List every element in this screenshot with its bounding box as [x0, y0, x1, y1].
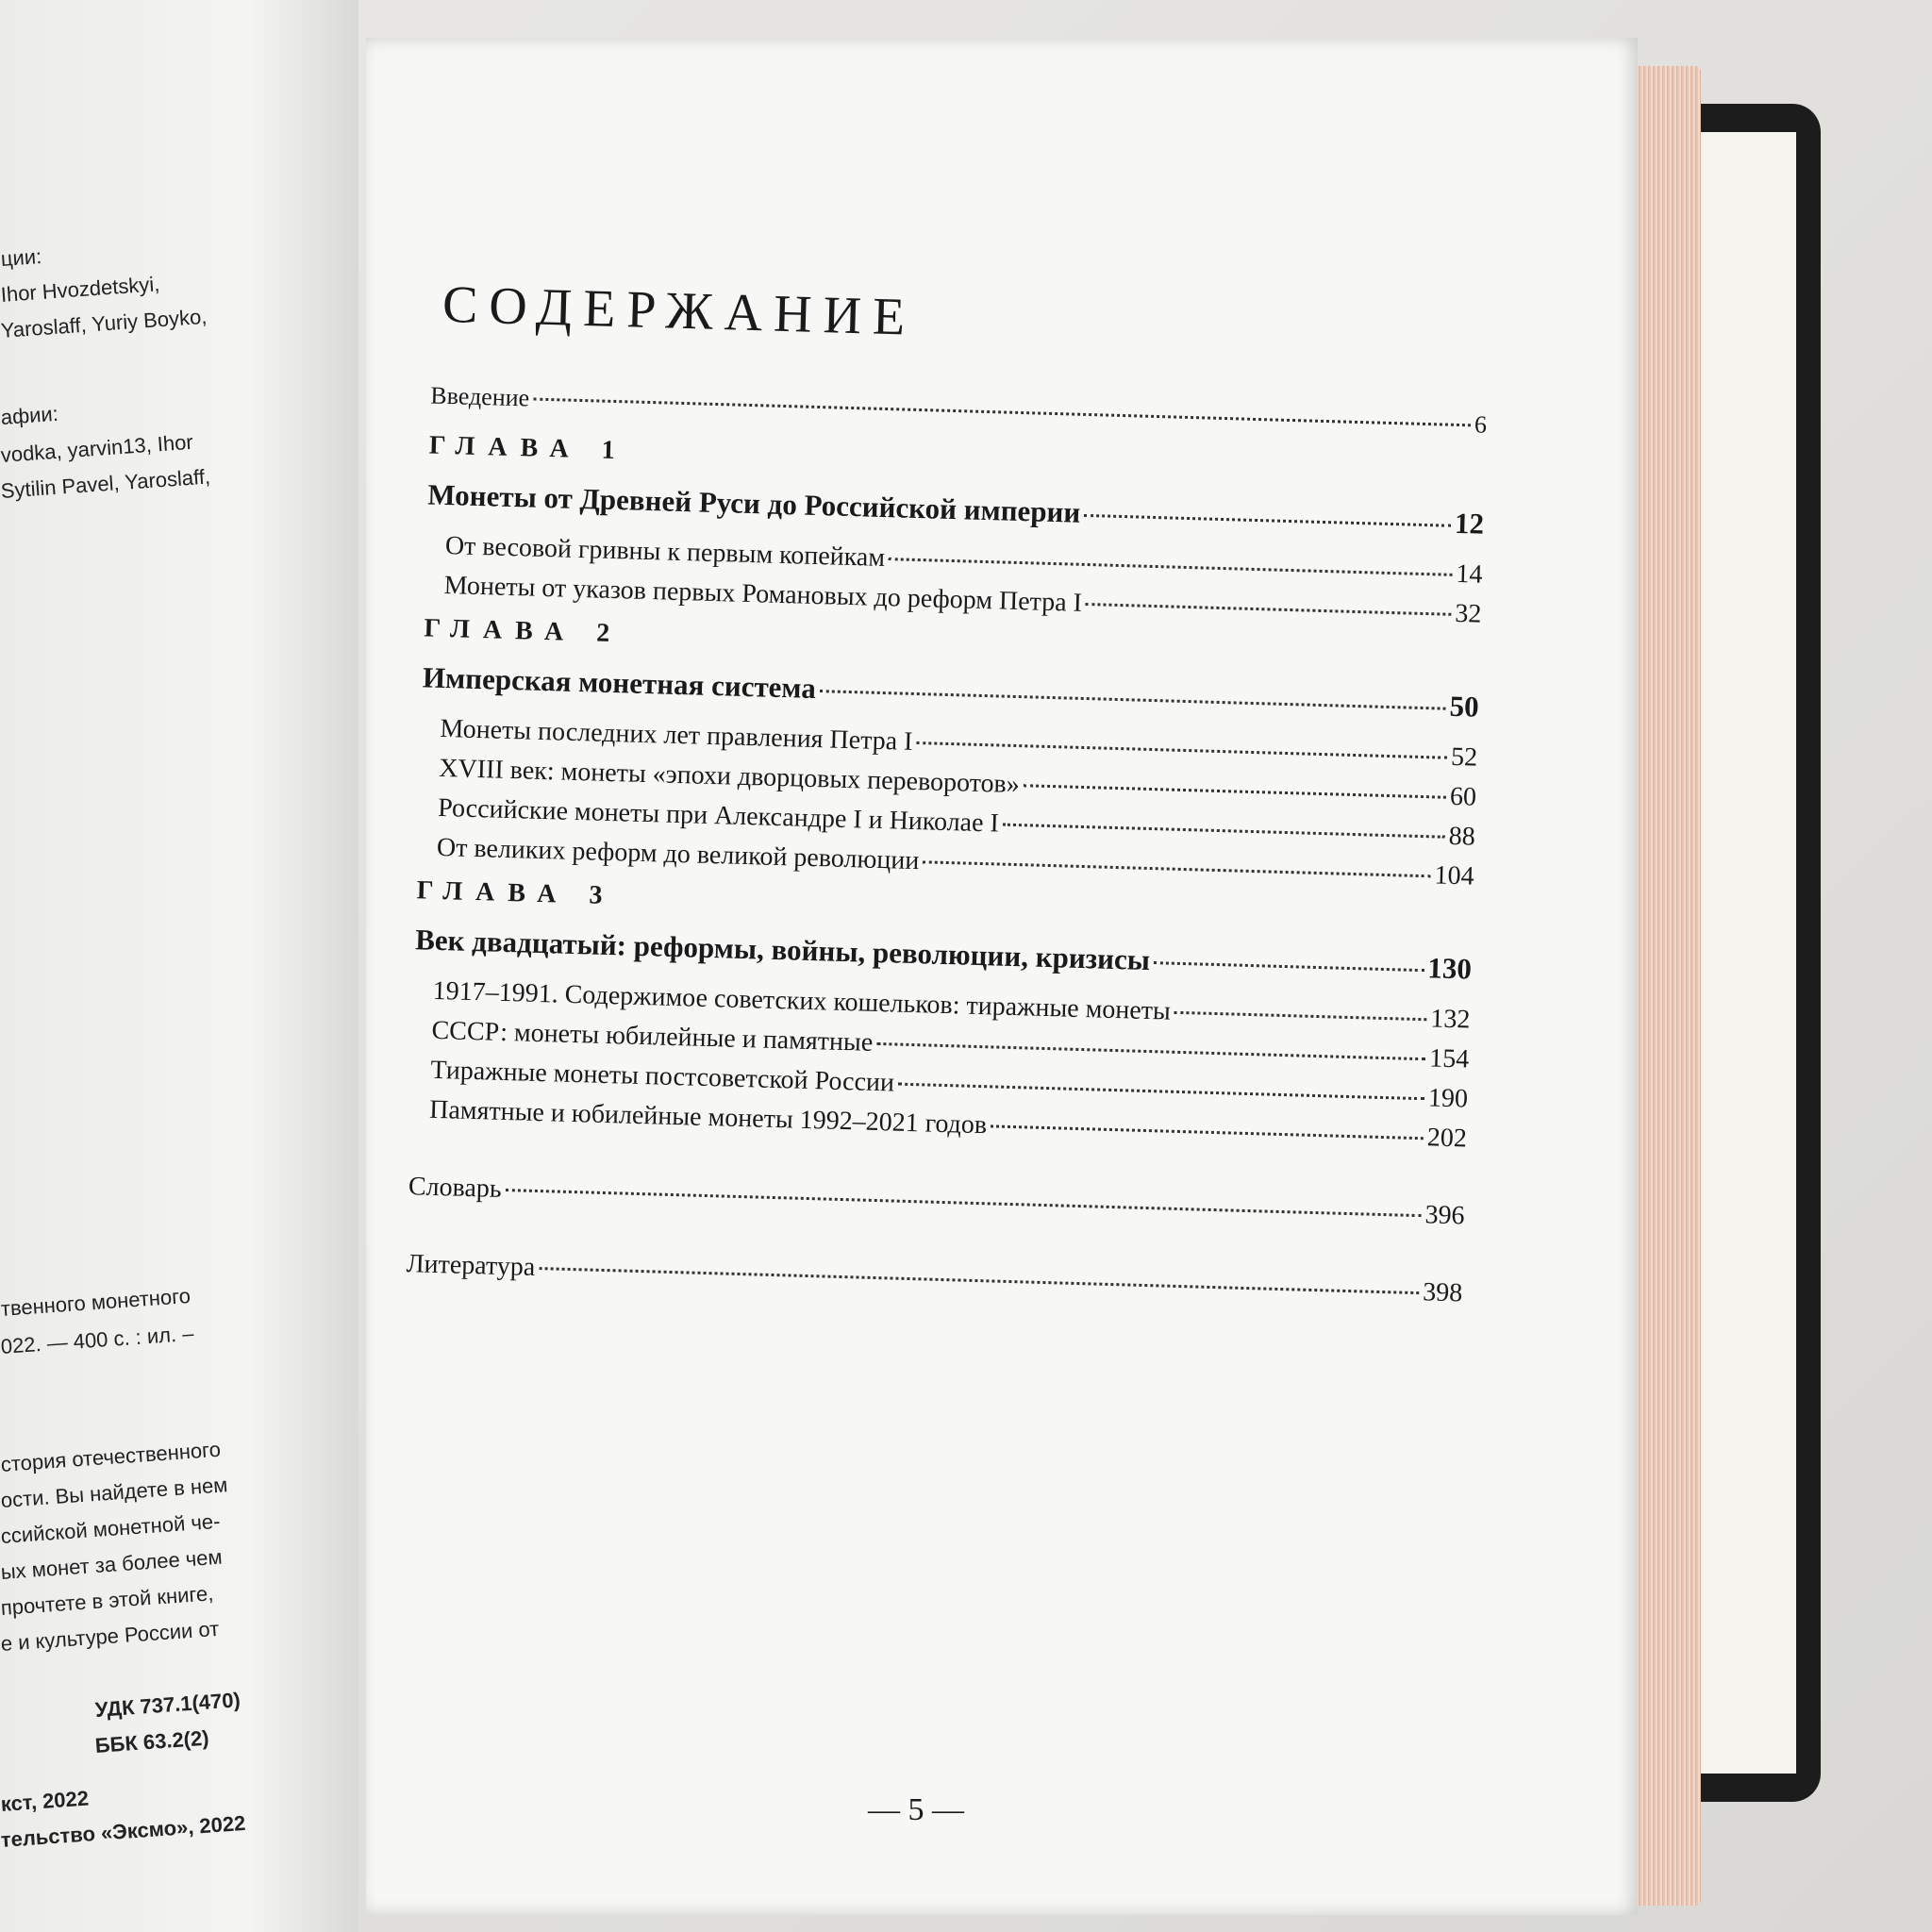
- toc-entry-page: 50: [1449, 689, 1480, 724]
- page-number: — 5 —: [868, 1792, 964, 1827]
- toc-entry-title: Монеты от указов первых Романовых до реформ Петра I: [443, 570, 1083, 618]
- toc-chapter-title: [427, 477, 1485, 541]
- toc-entry-introduction: [430, 382, 1487, 440]
- toc-entry-title: Монеты от Древней Руси до Российской империи: [426, 477, 1081, 529]
- dot-leader: [1003, 824, 1445, 839]
- chapter-label: ГЛАВА 3: [416, 875, 616, 911]
- toc-entry-title: Монеты последних лет правления Петра I: [440, 713, 913, 757]
- toc-title: СОДЕРЖАНИЕ: [441, 275, 918, 347]
- chapter-label: ГЛАВА 2: [424, 613, 624, 649]
- toc-entry-page: 190: [1427, 1083, 1469, 1114]
- toc-entry-title: Словарь: [408, 1172, 503, 1204]
- toc-entry-page: 398: [1422, 1277, 1463, 1308]
- toc-entry-page: 6: [1474, 410, 1488, 439]
- dot-leader: [991, 1124, 1424, 1140]
- page-edges: [1630, 66, 1701, 1906]
- left-line: стория отечественного: [0, 1437, 222, 1476]
- dot-leader: [533, 398, 1471, 427]
- left-line: Ihor Hvozdetskyi,: [0, 272, 161, 307]
- toc-entry-page: 52: [1450, 741, 1478, 773]
- left-line: е и культуре России от: [0, 1616, 221, 1656]
- left-line: ых монет за более чем: [0, 1544, 224, 1584]
- dot-leader: [1084, 514, 1451, 527]
- toc-entry-page: 14: [1456, 558, 1483, 590]
- dot-leader: [916, 741, 1447, 759]
- toc-entry-page: 396: [1424, 1200, 1465, 1231]
- left-line: vodka, yarvin13, Ihor: [0, 429, 194, 467]
- left-line: Yaroslaff, Yuriy Boyko,: [0, 304, 208, 342]
- chapter-label: ГЛАВА 1: [428, 430, 629, 466]
- toc-entry-page: 12: [1454, 506, 1485, 541]
- toc-chapter-title: [415, 923, 1473, 986]
- left-line: ости. Вы найдете в нем: [0, 1473, 229, 1512]
- toc-chapter-title: [423, 660, 1480, 724]
- toc-entry-title: Литература: [406, 1249, 536, 1282]
- dot-leader: [889, 558, 1453, 576]
- toc-entry-page: 154: [1428, 1043, 1470, 1074]
- toc-entry-title: СССР: монеты юбилейные и памятные: [431, 1015, 874, 1058]
- dot-leader: [923, 860, 1430, 877]
- left-line: ции:: [0, 243, 42, 271]
- left-line: 022. — 400 с. : ил. –: [0, 1321, 195, 1358]
- toc-entry-page: 202: [1426, 1123, 1468, 1154]
- toc-entry-page: 132: [1429, 1004, 1471, 1035]
- dot-leader: [898, 1083, 1424, 1101]
- dot-leader: [876, 1042, 1425, 1060]
- toc-entry-title: От великих реформ до великой революции: [436, 832, 920, 876]
- cover-endpaper: [1689, 132, 1796, 1774]
- dot-leader: [820, 690, 1446, 710]
- toc-entry-page: 104: [1434, 860, 1475, 891]
- toc-entry-glossary: [408, 1172, 1465, 1231]
- toc-entry-title: Введение: [429, 381, 530, 412]
- toc-entry-title: Российские монеты при Александре I и Николае I: [437, 792, 1000, 839]
- toc-entry-page: 130: [1426, 951, 1473, 986]
- left-line: афии:: [0, 401, 59, 429]
- toc-entry-title: Век двадцатый: реформы, войны, революции, кризисы: [414, 923, 1151, 977]
- left-line: тельство «Эксмо», 2022: [0, 1810, 247, 1852]
- toc-entry-title: От весовой гривны к первым копейкам: [444, 531, 886, 574]
- toc-entry-title: XVIII век: монеты «эпохи дворцовых переворотов»: [438, 753, 1021, 800]
- toc-entry-title: 1917–1991. Содержимое советских кошельков: тиражные монеты: [432, 975, 1172, 1026]
- dot-leader: [1174, 1011, 1427, 1021]
- udk-code: УДК 737.1(470): [94, 1688, 242, 1722]
- left-line: твенного монетного: [0, 1283, 192, 1321]
- table-of-contents: [387, 274, 1490, 1308]
- toc-entry-page: 88: [1448, 821, 1476, 852]
- dot-leader: [506, 1189, 1422, 1217]
- left-line: прочтете в этой книге,: [0, 1581, 215, 1620]
- left-page: [0, 0, 358, 1932]
- toc-entry-title: Памятные и юбилейные монеты 1992–2021 годов: [428, 1094, 988, 1141]
- dot-leader: [1086, 603, 1451, 616]
- left-line: кст, 2022: [0, 1786, 90, 1816]
- bbk-code: ББК 63.2(2): [94, 1725, 210, 1757]
- dot-leader: [1154, 961, 1424, 972]
- toc-entry-page: 60: [1449, 781, 1477, 812]
- toc-entry-title: Тиражные монеты постсоветской России: [429, 1055, 895, 1098]
- toc-entry-title: Имперская монетная система: [422, 660, 817, 706]
- left-line: Sytilin Pavel, Yaroslaff,: [0, 464, 211, 503]
- dot-leader: [1024, 784, 1446, 799]
- toc-entry-page: 32: [1454, 598, 1482, 629]
- left-line: ссийской монетной че-: [0, 1508, 222, 1548]
